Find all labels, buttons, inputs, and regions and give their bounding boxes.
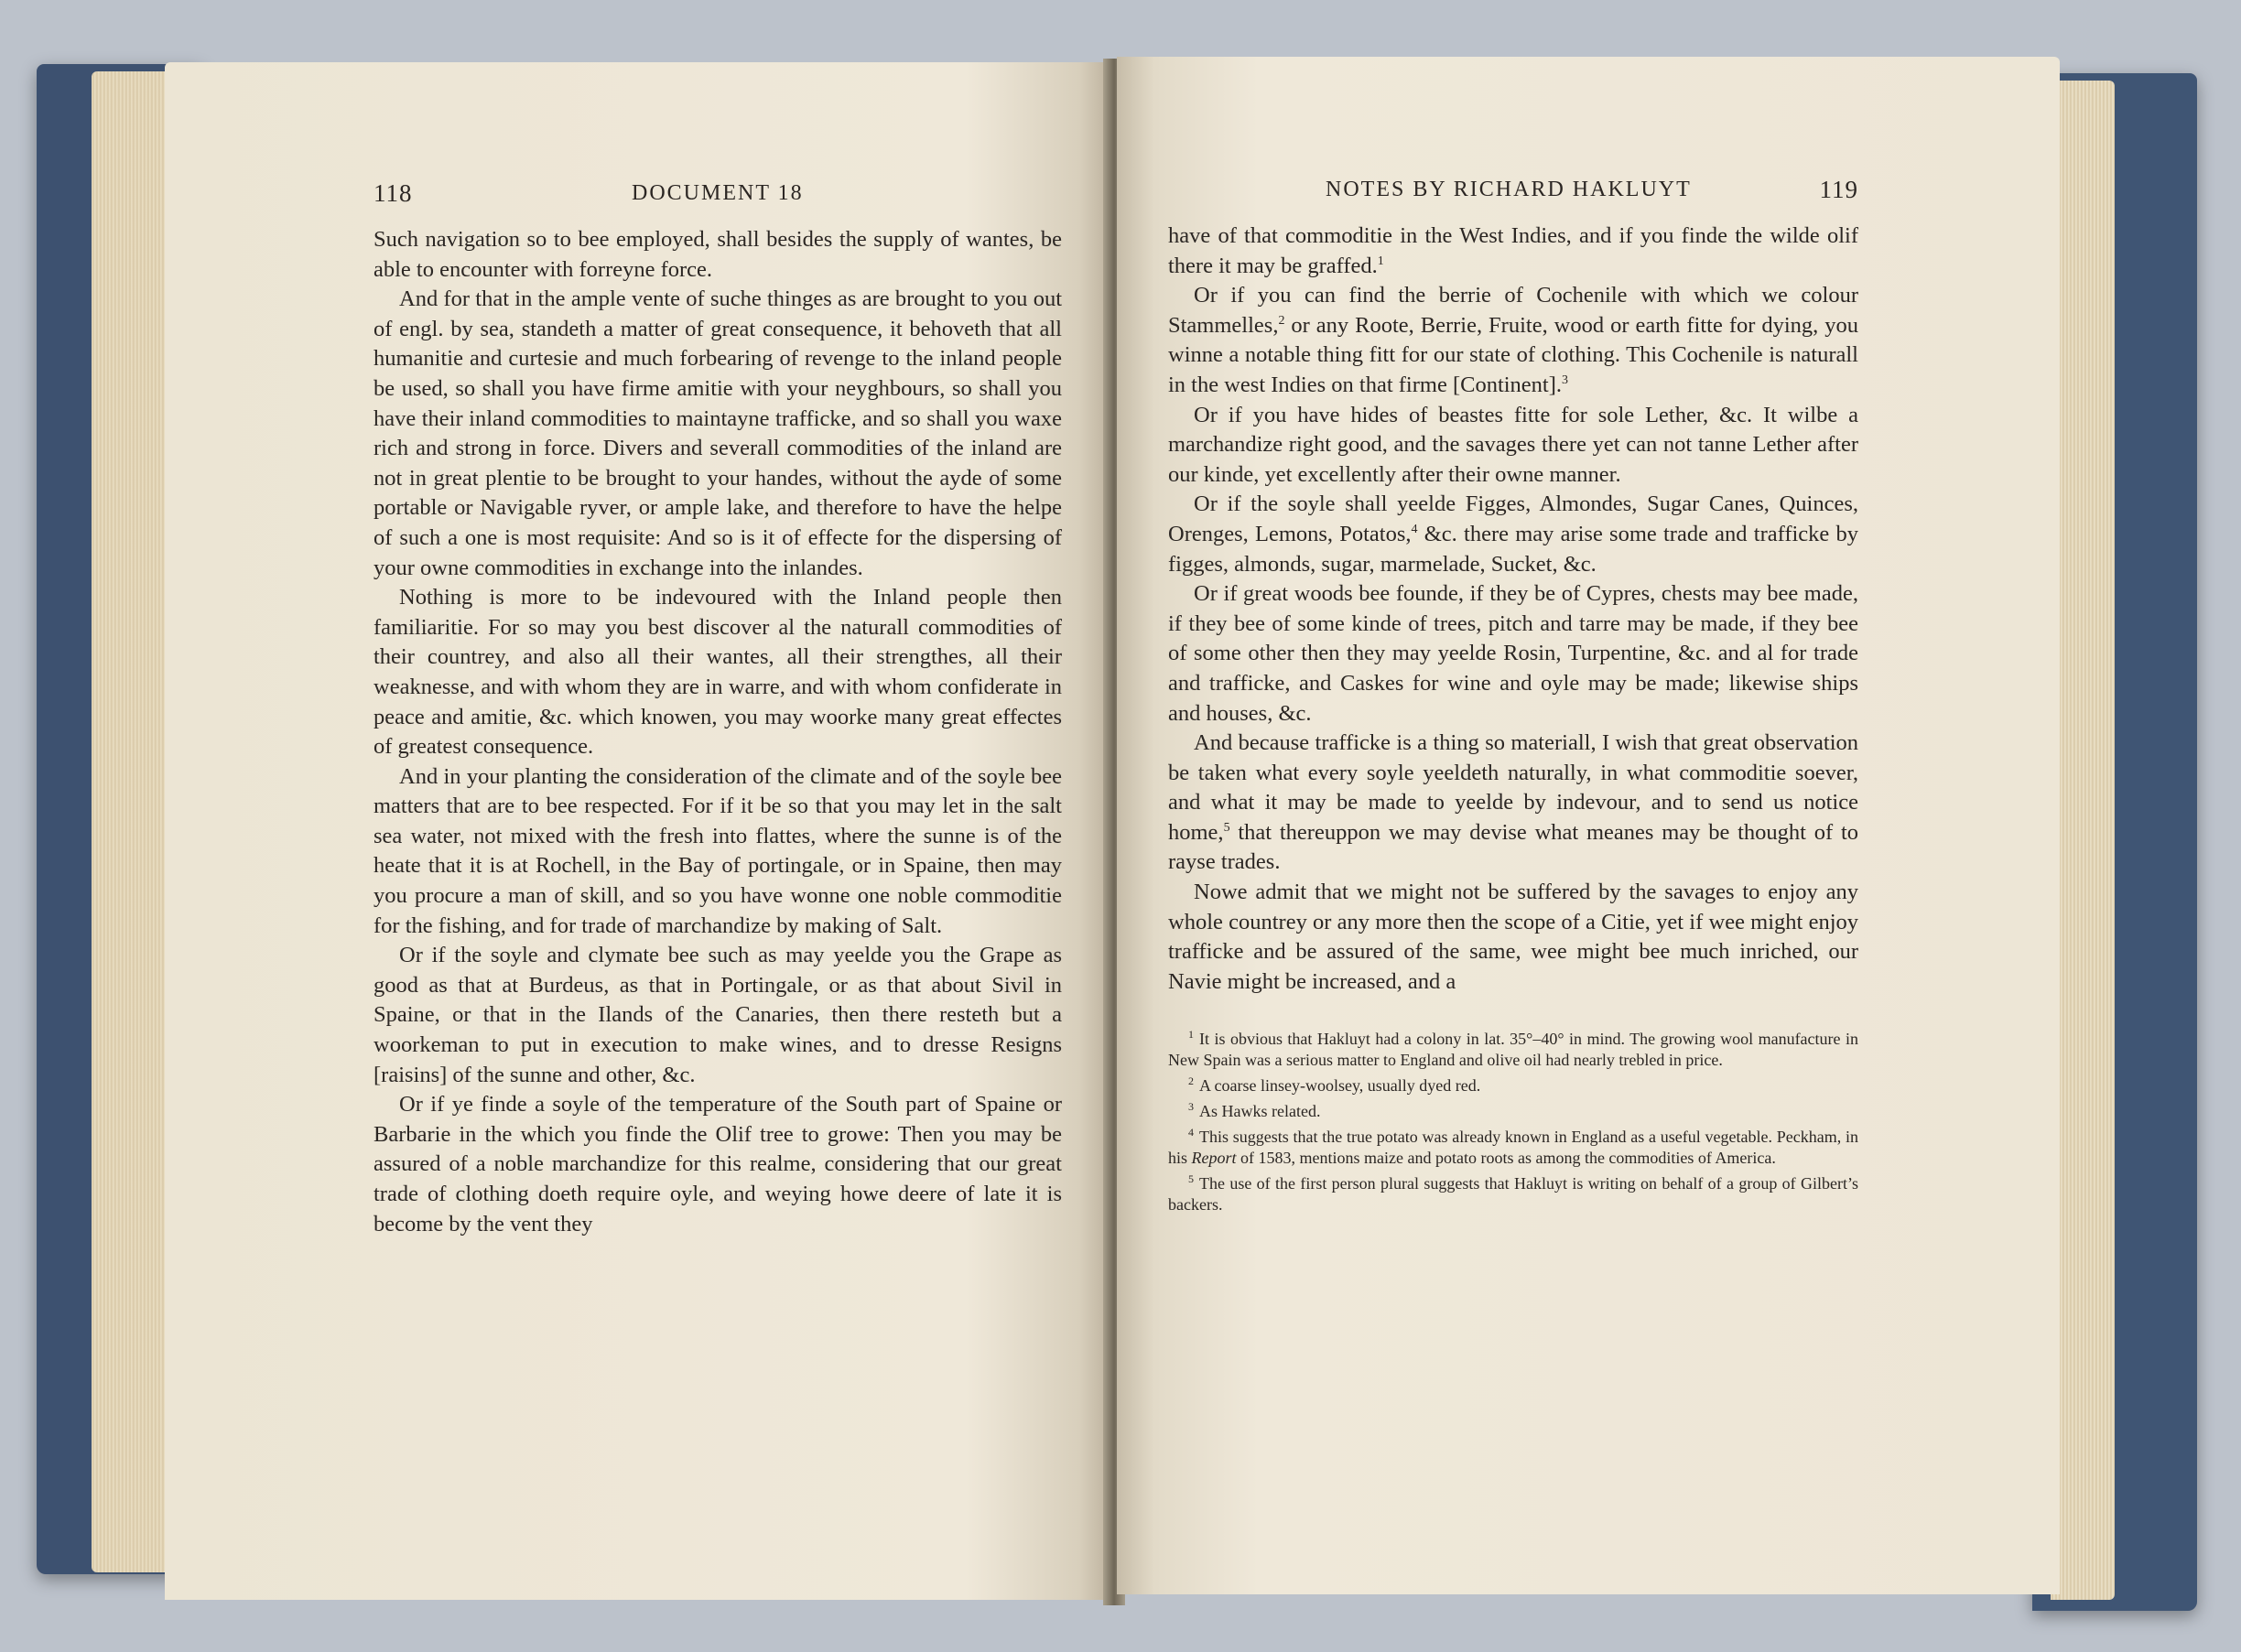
footnote [1168,1024,1858,1071]
footnote-ref: 2 [1278,313,1285,328]
paragraph: And in your planting the consideration of the climate and of the soyle bee matters that are to bee respected. For if it be so that you may let in the salt sea water, not mixed with the fresh into flattes, where the sunne is of the heate that it is at Rochell, in the Bay of portingale, or in Spaine, then may you procure a man of skill, and so you have wonne one noble commoditie for the fishing, and for trade of marchandize by making of Salt. [374,763,1062,938]
right-page-number: 119 [1819,176,1858,203]
paragraph-text: Or if you can find the berrie of Cochenile with which we colour Stammelles, [1168,283,1858,338]
paragraph: Such navigation so to bee employed, shall besides the supply of wantes, be able to encounter with forreyne force. [374,227,1062,282]
paragraph: Or if great woods bee founde, if they be of Cypres, chests may bee made, if they bee of some kinde of trees, pitch and tarre may be made, if they bee of some other then they may yeelde Rosin, Turpentine, &c. and al for trade and trafficke, and Caskes for wine and oyle may be made; likewise ships and houses, &c. [1168,581,1858,726]
paragraph [1168,281,1858,400]
footnote [1168,1096,1858,1122]
paragraph: Or if ye finde a soyle of the temperature of the South part of Spaine or Barbarie in the which you finde the Olif tree to growe: Then you may be assured of a noble marchandize for this realme, considering that our great trade of clothing doeth require oyle, and weying howe deere of late it is become by the vent they [374,1092,1062,1236]
paragraph: Or if you have hides of beastes fitte for sole Lether, &c. It wilbe a marchandize right good, and the savages there yet can not tanne Lether after our kinde, yet excellently after their owne manner. [1168,402,1858,487]
left-page-number: 118 [374,179,413,207]
left-page [165,62,1108,1600]
footnote-text: This suggests that the true potato was already known in England as a useful vegetable. Peckham, in his [1168,1128,1858,1168]
page-edges-right [2051,81,2115,1600]
paragraph-text: And because trafficke is a thing so materiall, I wish that great observation be taken what every soyle yeeldeth naturally, in what commoditie soever, and what it may be made to yeelde by indevour, and to send us notice home, [1168,730,1858,845]
paragraph [1168,729,1858,878]
paragraph-text: Or if the soyle shall yeelde Figges, Almondes, Sugar Canes, Quinces, Orenges, Lemons, Potatos, [1168,491,1858,546]
footnote-ref: 5 [1223,820,1230,835]
footnote-mark: 5 [1188,1172,1194,1186]
paragraph: And for that in the ample vente of suche thinges as are brought to you out of engl. by sea, standeth a matter of great consequence, it behoveth that all humanitie and curtesie and much forbearing of revenge to the inland people be used, so shall you have firme amitie with your neyghbours, so shall you have their inland commodities to maintayne trafficke, and so shall you waxe rich and strong in force. Divers and severall commodities of the inland are not in great plentie to be brought to your handes, without the ayde of some portable or Navigable ryver, or ample lake, and therefore to have the helpe of such a one is most requisite: And so is it of effecte for the dispersing of your owne commodities in exchange into the inlandes. [374,286,1062,580]
left-running-head: DOCUMENT 18 [632,181,804,205]
paragraph: Or if the soyle and clymate bee such as may yeelde you the Grape as good as that at Burdeus, as that in Portingale, or as that about Sivil in Spaine, or that in the Ilands of the Canaries, then there resteth but a woorkeman to put in execution to make wines, and to dresse Resigns [raisins] of the sunne and other, &c. [374,943,1062,1087]
paragraph: Nowe admit that we might not be suffered by the savages to enjoy any whole countrey or any more then the scope of a Citie, yet if wee might enjoy trafficke and be assured of the same, wee might bee much inriched, our Navie might be increased, and a [1168,880,1858,994]
footnote-text: A coarse linsey-woolsey, usually dyed red. [1199,1076,1481,1096]
footnote-ref: 3 [1562,373,1569,387]
footnote-mark: 1 [1188,1028,1194,1042]
left-page-body [374,225,1062,1239]
paragraph [1168,490,1858,579]
footnote [1168,1071,1858,1096]
footnote-mark: 2 [1188,1074,1194,1088]
footnotes [1168,1024,1858,1215]
paragraph-text: or any Roote, Berrie, Fruite, wood or earth fitte for dying, you winne a notable thing fitt for our state of clothing. This Cochenile is naturall in the west Indies on that firme [Continent]. [1168,312,1858,397]
left-page-header [374,179,1062,216]
footnote-ref: 1 [1377,254,1384,268]
paragraph [1168,221,1858,281]
right-page [1117,57,2060,1594]
right-page-header [1168,176,1858,212]
footnote-text: The use of the first person plural suggests that Hakluyt is writing on behalf of a group of Gilbert’s backers. [1168,1174,1858,1215]
footnote-mark: 4 [1188,1126,1194,1139]
footnote-text: It is obvious that Hakluyt had a colony in lat. 35°–40° in mind. The growing wool manufacture in New Spain was a serious matter to England and olive oil had nearly trebled in price. [1168,1030,1858,1070]
paragraph: Nothing is more to be indevoured with the Inland people then familiaritie. For so may you best discover al the naturall commodities of their countrey, and also all their wantes, all their strengthes, all their weaknesse, and with whom they are in warre, and with whom confiderate in peace and amitie, &c. which knowen, you may woorke many great effectes of greatest consequence. [374,585,1062,760]
paragraph-text: &c. there may arise some trade and trafficke by figges, almonds, sugar, marmelade, Sucket, &c. [1168,521,1858,577]
paragraph-text: have of that commoditie in the West Indies, and if you finde the wilde olif there it may be graffed. [1168,223,1858,278]
footnote-text: As Hawks related. [1199,1102,1321,1121]
footnote [1168,1169,1858,1215]
footnote-mark: 3 [1188,1100,1194,1114]
footnote-italic-title: Report [1191,1149,1237,1168]
footnote-text: of 1583, mentions maize and potato roots as among the commodities of America. [1236,1149,1776,1168]
paragraph-text: that thereuppon we may devise what meanes may be thought of to rayse trades. [1168,819,1858,875]
right-page-body [1168,221,1858,997]
footnote [1168,1122,1858,1169]
footnote-ref: 4 [1411,522,1418,536]
right-running-head: NOTES BY RICHARD HAKLUYT [1326,178,1692,201]
